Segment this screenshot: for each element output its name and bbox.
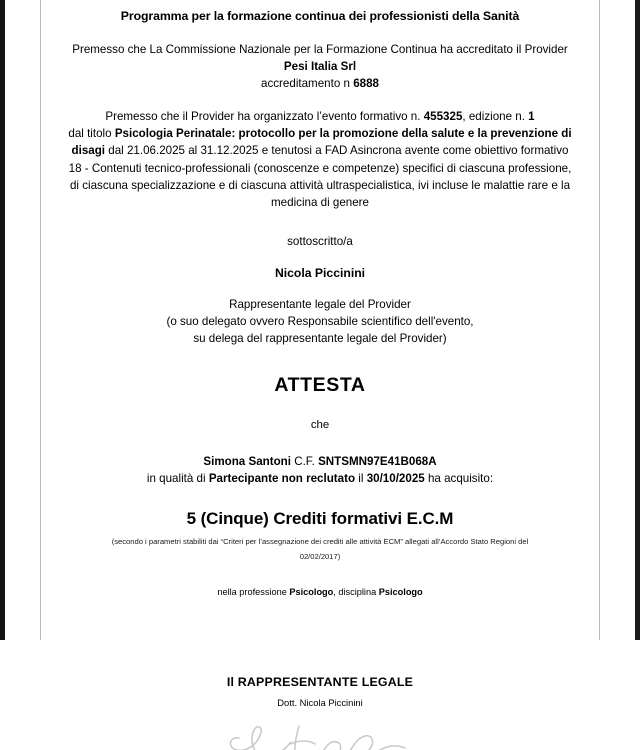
cf-label: C.F. xyxy=(294,454,315,468)
capacity-prefix: in qualità di xyxy=(146,471,206,485)
participant-fiscal-code: SNTSMN97E41B068A xyxy=(318,454,437,468)
spacer xyxy=(67,708,573,720)
spacer xyxy=(67,211,573,233)
provider-name: Pesi Italia Srl xyxy=(283,59,357,73)
profession-prefix: nella professione xyxy=(217,586,287,597)
handwritten-signature-icon xyxy=(225,722,415,750)
event-number-line xyxy=(67,108,573,125)
participant-capacity: Partecipante non reclutato xyxy=(208,471,356,485)
spacer xyxy=(67,397,573,419)
spacer xyxy=(67,280,573,296)
event-number: 455325 xyxy=(423,110,463,124)
credits-fineprint-line-2: 02/02/2017) xyxy=(299,551,341,561)
credits-fineprint-line-1: (secondo i parametri stabiliti dai “Criteri per l’assegnazione dei crediti alle attività ECM” allegati all’Accordo Stato Regioni del xyxy=(111,536,529,546)
participant-capacity-line xyxy=(67,470,573,487)
spacer xyxy=(67,641,573,675)
discipline-value: Psicologo xyxy=(378,586,423,597)
profession-line xyxy=(67,587,573,597)
spacer xyxy=(67,487,573,509)
spacer xyxy=(67,431,573,453)
capacity-suffix: ha acquisito: xyxy=(427,471,494,485)
page-title: Programma per la formazione continua dei professionisti della Sanità xyxy=(120,9,520,23)
right-edge-strip xyxy=(635,0,640,640)
discipline-prefix: , disciplina xyxy=(333,586,377,597)
signatory-role-line-1: Rappresentante legale del Provider xyxy=(229,298,411,312)
signatory-role-line-3: su delega del rappresentante legale del Provider) xyxy=(193,332,447,346)
credits-amount: 5 (Cinque) Crediti formativi E.C.M xyxy=(186,508,454,528)
spacer xyxy=(67,92,573,108)
accreditation-label: accreditamento n xyxy=(261,76,350,90)
accreditation-intro: Premesso che La Commissione Nazionale per la Formazione Continua ha accreditato il Provider xyxy=(72,42,568,56)
attesta-heading: ATTESTA xyxy=(274,373,366,396)
capacity-connector: il xyxy=(358,471,364,485)
edition-number: 1 xyxy=(528,110,535,124)
event-dates-and-objective: dal 21.06.2025 al 31.12.2025 e tenutosi a FAD Asincrona avente come obiettivo formativo 18 - Contenuti tecnico-professionali (conoscenze e competenze) specifici di ciascuna professione, di ciascuna specializzazione e di ciascuna attività ultraspecialistica, ivi incluse le malattie rare e la medicina di genere xyxy=(68,144,572,209)
spacer xyxy=(67,348,573,374)
event-line-middle: , edizione n. xyxy=(462,110,525,124)
signature-area xyxy=(67,720,573,750)
capacity-date: 30/10/2025 xyxy=(366,471,425,485)
event-title: Psicologia Perinatale: protocollo per la promozione della salute e la prevenzione di disagi xyxy=(71,127,572,158)
right-page-gutter xyxy=(600,0,635,640)
that-label: che xyxy=(310,418,330,431)
accreditation-number-line xyxy=(67,75,573,92)
signatory-name: Nicola Piccinini xyxy=(274,266,366,281)
spacer xyxy=(67,565,573,587)
spacer xyxy=(67,250,573,266)
spacer xyxy=(67,689,573,697)
event-line-prefix: Premesso che il Provider ha organizzato l’evento formativo n. xyxy=(105,110,421,124)
spacer xyxy=(67,25,573,41)
signatory-role-line-2: (o suo delegato ovvero Responsabile scientifico dell'evento, xyxy=(166,315,474,329)
representative-name: Dott. Nicola Piccinini xyxy=(277,696,363,708)
certificate-page xyxy=(40,0,600,708)
accreditation-number: 6888 xyxy=(353,76,379,90)
left-page-gutter xyxy=(5,0,40,640)
participant-name: Simona Santoni xyxy=(203,454,291,468)
representative-title: Il RAPPRESENTANTE LEGALE xyxy=(226,674,414,689)
spacer xyxy=(67,597,573,641)
event-description xyxy=(67,125,573,211)
participant-identity-line xyxy=(67,453,573,470)
certificate-body xyxy=(41,0,599,750)
undersigned-label: sottoscritto/a xyxy=(287,235,353,248)
profession-value: Psicologo xyxy=(289,586,334,597)
event-title-prefix: dal titolo xyxy=(68,127,112,141)
